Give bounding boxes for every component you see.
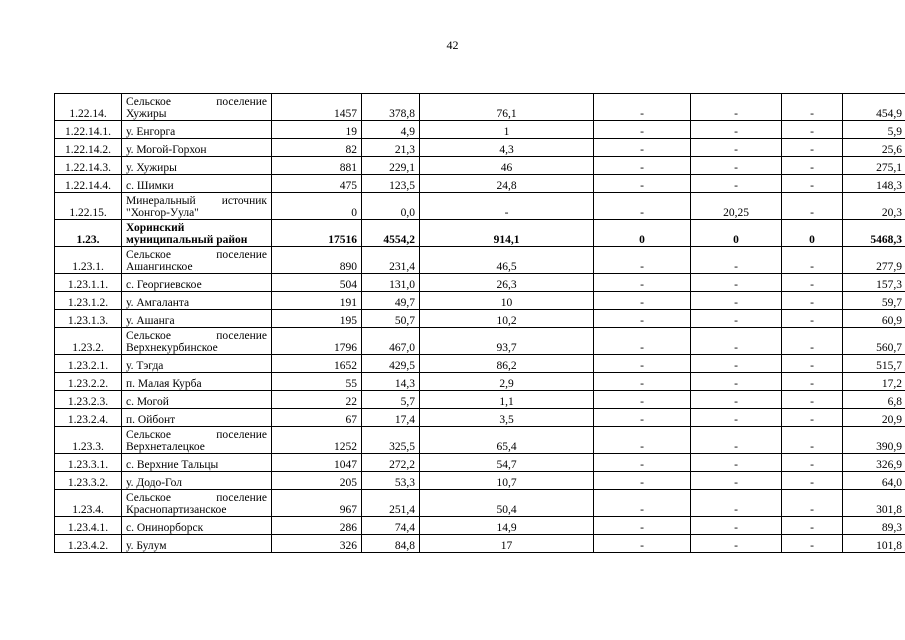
table-row [55, 157, 905, 175]
row-value-3: 10 [420, 292, 594, 310]
row-code: 1.22.14. [55, 94, 122, 121]
row-value-6: - [782, 175, 843, 193]
table-row [55, 535, 905, 553]
row-value-4: - [594, 355, 691, 373]
row-value-5: - [691, 454, 782, 472]
row-name [122, 292, 272, 310]
row-value-5: - [691, 355, 782, 373]
row-name-line: Краснопартизанское [126, 504, 227, 516]
row-total: 326,9 [843, 454, 905, 472]
table-row [55, 139, 905, 157]
table-row [55, 94, 905, 121]
row-name-line: у. Хужиры [126, 162, 177, 174]
row-value-5: - [691, 139, 782, 157]
row-name-line: Ашангинское [126, 261, 193, 273]
row-name-line: муниципальный район [126, 234, 248, 246]
table-row [55, 409, 905, 427]
row-value-3: 14,9 [420, 517, 594, 535]
row-population: 67 [272, 409, 362, 427]
row-value-5: - [691, 490, 782, 517]
row-value-6: - [782, 310, 843, 328]
table-row [55, 175, 905, 193]
row-value-5: - [691, 175, 782, 193]
row-code: 1.23.1.1. [55, 274, 122, 292]
row-value-6: - [782, 274, 843, 292]
row-code: 1.23.3.1. [55, 454, 122, 472]
row-value-4: - [594, 274, 691, 292]
row-total: 390,9 [843, 427, 905, 454]
row-value-6: - [782, 517, 843, 535]
row-name [122, 427, 272, 454]
row-value-4: 0 [594, 220, 691, 247]
row-name-line: Сельское поселение [126, 96, 267, 108]
row-population: 19 [272, 121, 362, 139]
row-code: 1.23.1. [55, 247, 122, 274]
row-population: 881 [272, 157, 362, 175]
table-row [55, 247, 905, 274]
row-value-4: - [594, 391, 691, 409]
row-value-5: - [691, 427, 782, 454]
table-row [55, 121, 905, 139]
row-value-2: 325,5 [362, 427, 420, 454]
row-value-6: - [782, 328, 843, 355]
data-table [54, 93, 905, 553]
row-value-5: - [691, 373, 782, 391]
row-value-2: 272,2 [362, 454, 420, 472]
table-row [55, 391, 905, 409]
row-total: 560,7 [843, 328, 905, 355]
table-row [55, 310, 905, 328]
row-total: 20,9 [843, 409, 905, 427]
row-value-3: 10,2 [420, 310, 594, 328]
row-total: 59,7 [843, 292, 905, 310]
row-name-line: у. Енгорга [126, 126, 176, 138]
row-value-4: - [594, 292, 691, 310]
row-code: 1.22.14.2. [55, 139, 122, 157]
row-value-5: - [691, 409, 782, 427]
row-value-2: 5,7 [362, 391, 420, 409]
row-value-6: - [782, 94, 843, 121]
row-value-5: - [691, 292, 782, 310]
row-value-3: 914,1 [420, 220, 594, 247]
row-value-4: - [594, 193, 691, 220]
row-name [122, 355, 272, 373]
row-value-6: - [782, 157, 843, 175]
row-value-2: 0,0 [362, 193, 420, 220]
row-name [122, 373, 272, 391]
row-total: 148,3 [843, 175, 905, 193]
row-code: 1.23.2.2. [55, 373, 122, 391]
row-code: 1.23.4.2. [55, 535, 122, 553]
row-population: 55 [272, 373, 362, 391]
row-population: 1252 [272, 427, 362, 454]
row-population: 286 [272, 517, 362, 535]
row-total: 277,9 [843, 247, 905, 274]
row-name-line: Сельское поселение [126, 492, 267, 504]
row-name-line: Хоринский [126, 222, 185, 234]
row-population: 475 [272, 175, 362, 193]
row-name [122, 247, 272, 274]
row-value-3: 86,2 [420, 355, 594, 373]
row-population: 0 [272, 193, 362, 220]
table-row [55, 373, 905, 391]
row-value-2: 4,9 [362, 121, 420, 139]
row-value-2: 74,4 [362, 517, 420, 535]
row-name [122, 328, 272, 355]
row-value-6: - [782, 535, 843, 553]
row-code: 1.22.15. [55, 193, 122, 220]
row-value-4: - [594, 157, 691, 175]
row-total: 454,9 [843, 94, 905, 121]
row-total: 17,2 [843, 373, 905, 391]
row-value-2: 131,0 [362, 274, 420, 292]
row-name [122, 391, 272, 409]
row-value-2: 14,3 [362, 373, 420, 391]
row-value-6: - [782, 247, 843, 274]
row-name [122, 220, 272, 247]
row-value-3: 24,8 [420, 175, 594, 193]
row-value-3: 54,7 [420, 454, 594, 472]
row-value-6: - [782, 427, 843, 454]
row-value-4: - [594, 409, 691, 427]
row-name-line: с. Онинорборск [126, 522, 204, 534]
row-value-6: - [782, 355, 843, 373]
row-value-6: - [782, 472, 843, 490]
table-row [55, 454, 905, 472]
row-name [122, 193, 272, 220]
row-value-6: - [782, 490, 843, 517]
row-code: 1.23.1.2. [55, 292, 122, 310]
row-population: 205 [272, 472, 362, 490]
row-value-6: - [782, 409, 843, 427]
row-population: 1652 [272, 355, 362, 373]
row-total: 157,3 [843, 274, 905, 292]
row-code: 1.23.3. [55, 427, 122, 454]
row-population: 967 [272, 490, 362, 517]
row-value-4: - [594, 175, 691, 193]
page-number: 42 [446, 38, 459, 52]
row-total: 25,6 [843, 139, 905, 157]
row-value-4: - [594, 121, 691, 139]
row-value-2: 49,7 [362, 292, 420, 310]
row-population: 17516 [272, 220, 362, 247]
row-code: 1.23.4.1. [55, 517, 122, 535]
row-name-line: с. Георгиевское [126, 279, 202, 291]
row-population: 82 [272, 139, 362, 157]
row-value-6: - [782, 139, 843, 157]
row-value-4: - [594, 454, 691, 472]
table-row [55, 355, 905, 373]
row-name-line: Хужиры [126, 108, 167, 120]
row-code: 1.23.2.3. [55, 391, 122, 409]
row-value-3: 65,4 [420, 427, 594, 454]
row-name [122, 175, 272, 193]
row-name [122, 157, 272, 175]
row-value-6: 0 [782, 220, 843, 247]
table-row [55, 427, 905, 454]
row-value-3: 1,1 [420, 391, 594, 409]
row-total: 101,8 [843, 535, 905, 553]
row-name [122, 409, 272, 427]
row-name [122, 274, 272, 292]
row-value-2: 21,3 [362, 139, 420, 157]
row-value-4: - [594, 535, 691, 553]
row-value-4: - [594, 310, 691, 328]
row-value-4: - [594, 94, 691, 121]
row-total: 515,7 [843, 355, 905, 373]
row-population: 890 [272, 247, 362, 274]
row-value-5: - [691, 535, 782, 553]
row-population: 1047 [272, 454, 362, 472]
row-name-line: с. Шимки [126, 180, 174, 192]
row-name-line: Сельское поселение [126, 330, 267, 342]
row-population: 1457 [272, 94, 362, 121]
row-value-3: 1 [420, 121, 594, 139]
row-value-6: - [782, 292, 843, 310]
row-value-2: 229,1 [362, 157, 420, 175]
row-value-5: - [691, 517, 782, 535]
row-population: 1796 [272, 328, 362, 355]
row-value-5: 20,25 [691, 193, 782, 220]
table-row [55, 292, 905, 310]
table-body [55, 94, 905, 553]
row-name-line: Верхнекурбинское [126, 342, 218, 354]
row-name-line: Минеральный источник [126, 195, 267, 207]
row-total: 275,1 [843, 157, 905, 175]
row-value-5: - [691, 310, 782, 328]
row-value-3: 3,5 [420, 409, 594, 427]
row-code: 1.22.14.1. [55, 121, 122, 139]
row-value-5: - [691, 157, 782, 175]
row-name [122, 139, 272, 157]
row-value-2: 251,4 [362, 490, 420, 517]
row-code: 1.23.2.4. [55, 409, 122, 427]
row-value-6: - [782, 373, 843, 391]
row-value-4: - [594, 247, 691, 274]
row-code: 1.23.2. [55, 328, 122, 355]
row-name-line: Сельское поселение [126, 429, 267, 441]
row-value-6: - [782, 454, 843, 472]
row-total: 89,3 [843, 517, 905, 535]
row-value-4: - [594, 373, 691, 391]
row-value-2: 50,7 [362, 310, 420, 328]
row-name-line: у. Ашанга [126, 315, 175, 327]
row-value-3: 10,7 [420, 472, 594, 490]
row-value-5: - [691, 121, 782, 139]
row-name-line: с. Могой [126, 396, 169, 408]
row-total: 5468,3 [843, 220, 905, 247]
row-value-2: 17,4 [362, 409, 420, 427]
row-value-5: - [691, 247, 782, 274]
row-name [122, 121, 272, 139]
table-row [55, 220, 905, 247]
table-row [55, 328, 905, 355]
row-name-line: у. Могой-Горхон [126, 144, 207, 156]
row-value-4: - [594, 427, 691, 454]
row-name [122, 454, 272, 472]
row-value-2: 378,8 [362, 94, 420, 121]
row-name-line: с. Верхние Тальцы [126, 459, 219, 471]
table-row [55, 193, 905, 220]
row-value-3: 46 [420, 157, 594, 175]
row-value-2: 53,3 [362, 472, 420, 490]
row-code: 1.22.14.3. [55, 157, 122, 175]
row-code: 1.23.1.3. [55, 310, 122, 328]
row-name-line: п. Малая Курба [126, 378, 202, 390]
row-value-3: 50,4 [420, 490, 594, 517]
row-name-line: у. Додо-Гол [126, 477, 183, 489]
row-value-3: 26,3 [420, 274, 594, 292]
row-value-5: - [691, 274, 782, 292]
row-value-3: 4,3 [420, 139, 594, 157]
row-total: 5,9 [843, 121, 905, 139]
row-value-4: - [594, 328, 691, 355]
row-value-2: 429,5 [362, 355, 420, 373]
row-code: 1.23. [55, 220, 122, 247]
row-name [122, 472, 272, 490]
row-name-line: у. Булум [126, 540, 167, 552]
table-row [55, 472, 905, 490]
row-value-3: 46,5 [420, 247, 594, 274]
row-population: 195 [272, 310, 362, 328]
row-population: 191 [272, 292, 362, 310]
row-value-3: 17 [420, 535, 594, 553]
row-value-4: - [594, 490, 691, 517]
row-name-line: у. Амгаланта [126, 297, 190, 309]
row-population: 326 [272, 535, 362, 553]
row-value-2: 467,0 [362, 328, 420, 355]
table-row [55, 490, 905, 517]
row-value-2: 231,4 [362, 247, 420, 274]
row-total: 64,0 [843, 472, 905, 490]
row-name-line: п. Ойбонт [126, 414, 176, 426]
row-name-line: Сельское поселение [126, 249, 267, 261]
row-code: 1.23.2.1. [55, 355, 122, 373]
row-value-2: 84,8 [362, 535, 420, 553]
row-name [122, 94, 272, 121]
row-total: 301,8 [843, 490, 905, 517]
row-value-4: - [594, 517, 691, 535]
row-value-4: - [594, 139, 691, 157]
row-total: 60,9 [843, 310, 905, 328]
row-name [122, 310, 272, 328]
row-value-5: - [691, 472, 782, 490]
row-value-6: - [782, 193, 843, 220]
row-value-5: - [691, 328, 782, 355]
row-name [122, 535, 272, 553]
row-value-2: 4554,2 [362, 220, 420, 247]
row-population: 22 [272, 391, 362, 409]
row-value-5: - [691, 391, 782, 409]
row-value-5: 0 [691, 220, 782, 247]
row-value-3: - [420, 193, 594, 220]
row-total: 6,8 [843, 391, 905, 409]
row-total: 20,3 [843, 193, 905, 220]
row-code: 1.23.4. [55, 490, 122, 517]
row-value-3: 76,1 [420, 94, 594, 121]
table-row [55, 274, 905, 292]
row-population: 504 [272, 274, 362, 292]
row-value-6: - [782, 391, 843, 409]
row-name-line: у. Тэгда [126, 360, 164, 372]
row-name [122, 490, 272, 517]
row-value-3: 2,9 [420, 373, 594, 391]
row-value-5: - [691, 94, 782, 121]
row-code: 1.22.14.4. [55, 175, 122, 193]
row-value-2: 123,5 [362, 175, 420, 193]
table-row [55, 517, 905, 535]
row-name-line: Верхнеталецкое [126, 441, 205, 453]
row-code: 1.23.3.2. [55, 472, 122, 490]
row-value-3: 93,7 [420, 328, 594, 355]
row-name [122, 517, 272, 535]
row-value-6: - [782, 121, 843, 139]
row-value-4: - [594, 472, 691, 490]
row-name-line: "Хонгор-Уула" [126, 207, 199, 219]
